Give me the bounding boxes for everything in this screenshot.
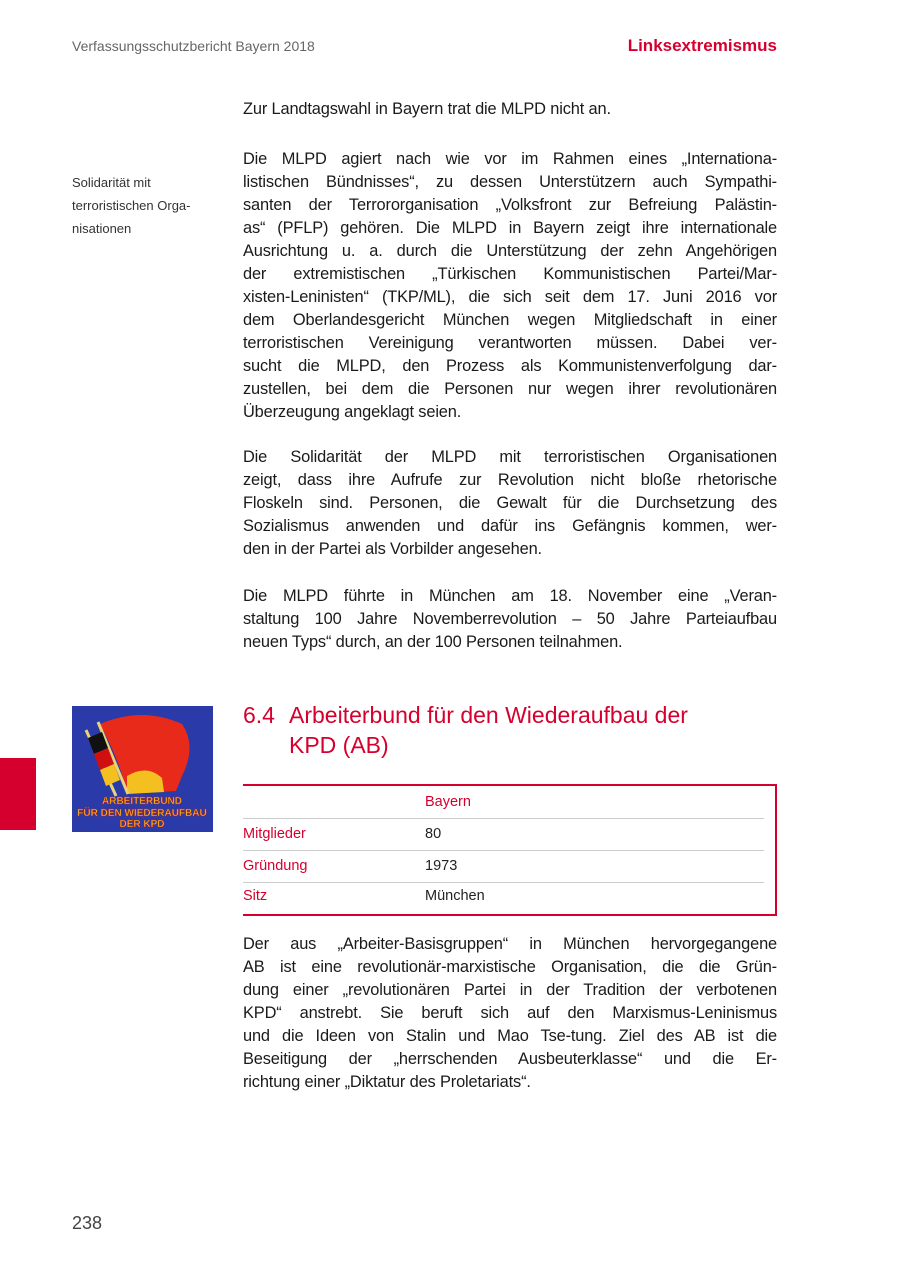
paragraph-line: santen der Terrororganisation „Volksfront zur Befreiung Palästin- [243, 196, 777, 214]
chapter-tab-marker [0, 758, 36, 830]
paragraph-line: richtung einer „Diktatur des Proletariats“. [243, 1073, 531, 1091]
svg-text:FÜR DEN WIEDERAUFBAU: FÜR DEN WIEDERAUFBAU [77, 808, 207, 819]
paragraph [243, 446, 777, 561]
paragraph-line: Überzeugung angeklagt seien. [243, 403, 462, 421]
paragraph-line: staltung 100 Jahre Novemberrevolution – 50 Jahre Parteiaufbau [243, 610, 777, 628]
paragraph-line: sucht die MLPD, den Prozess als Kommunistenverfolgung dar- [243, 357, 777, 375]
paragraph [243, 148, 777, 424]
paragraph-line: Beseitigung der „herrschenden Ausbeuterklasse“ und die Er- [243, 1050, 777, 1068]
row-value: München [425, 888, 485, 904]
paragraph-line: as“ (PFLP) gehören. Die MLPD in Bayern zeigt ihre internationale [243, 219, 777, 237]
paragraph-line: den in der Partei als Vorbilder angesehen. [243, 540, 542, 558]
paragraph-line: Die MLPD führte in München am 18. November eine „Veran- [243, 587, 777, 605]
row-value: 80 [425, 826, 442, 842]
paragraph-line: KPD“ anstrebt. Sie beruft sich auf den Marxismus-Leninismus [243, 1004, 777, 1022]
paragraph-line: zustellen, bei dem die Personen nur wegen ihrer revolutionären [243, 380, 777, 398]
row-label: Sitz [243, 888, 268, 904]
table-row [243, 819, 764, 851]
margin-note [72, 171, 190, 240]
paragraph [243, 98, 777, 121]
paragraph-line: der extremistischen „Türkischen Kommunistischen Partei/Mar- [243, 265, 777, 283]
paragraph-line: Der aus „Arbeiter-Basisgruppen“ in München hervorgegangene [243, 935, 777, 953]
paragraph-line: listischen Bündnisses“, zu dessen Unterstützern auch Sympathi- [243, 173, 777, 191]
flag-logo-icon [72, 706, 213, 832]
paragraph-line: zeigt, dass ihre Aufrufe zur Revolution nicht bloße rhetorische [243, 471, 777, 489]
paragraph-line: terroristischen Vereinigung verantworten müssen. Dabei ver- [243, 334, 777, 352]
paragraph-line: Die MLPD agiert nach wie vor im Rahmen eines „Internationa- [243, 150, 777, 168]
svg-text:ARBEITERBUND: ARBEITERBUND [102, 796, 182, 807]
ab-logo-image [72, 706, 213, 832]
table-header-row [243, 787, 764, 819]
column-header: Bayern [425, 794, 471, 810]
paragraph-line: xisten-Leninisten“ (TKP/ML), die sich seit dem 17. Juni 2016 vor [243, 288, 777, 306]
paragraph [243, 933, 777, 1094]
section-title-line2: KPD (AB) [289, 732, 389, 758]
paragraph-line: Sozialismus anwenden und dafür ins Gefängnis kommen, wer- [243, 517, 777, 535]
section-heading [243, 700, 688, 760]
table-row [243, 851, 764, 883]
paragraph-line: Die Solidarität der MLPD mit terroristischen Organisationen [243, 448, 777, 466]
paragraph-line: und die Ideen von Stalin und Mao Tse-tung. Ziel des AB ist die [243, 1027, 777, 1045]
row-label: Mitglieder [243, 826, 306, 842]
paragraph-line: AB ist eine revolutionär-marxistische Organisation, die die Grün- [243, 958, 777, 976]
margin-note-line: terroristischen Orga- [72, 198, 191, 213]
svg-text:DER KPD: DER KPD [119, 819, 165, 830]
margin-note-line: Solidarität mit [72, 175, 151, 190]
running-header-title: Verfassungsschutzbericht Bayern 2018 [72, 38, 315, 54]
running-header-section: Linksextremismus [627, 36, 777, 55]
row-label: Gründung [243, 858, 308, 874]
fact-table [243, 784, 777, 916]
section-title-line1: Arbeiterbund für den Wiederaufbau der [289, 702, 688, 728]
section-number: 6.4 [243, 702, 275, 728]
paragraph-line: neuen Typs“ durch, an der 100 Personen teilnahmen. [243, 633, 623, 651]
paragraph-line: dem Oberlandesgericht München wegen Mitgliedschaft in einer [243, 311, 777, 329]
paragraph-line: Ausrichtung u. a. durch die Unterstützung der zehn Angehörigen [243, 242, 777, 260]
paragraph-line: Floskeln sind. Personen, die Gewalt für die Durchsetzung des [243, 494, 777, 512]
paragraph-line: dung einer „revolutionären Partei in der Tradition der verbotenen [243, 981, 777, 999]
page-number: 238 [72, 1213, 103, 1233]
paragraph-line: Zur Landtagswahl in Bayern trat die MLPD nicht an. [243, 100, 611, 118]
margin-note-line: nisationen [72, 221, 132, 236]
row-value: 1973 [425, 858, 458, 874]
paragraph [243, 585, 777, 654]
table-row [243, 881, 764, 912]
